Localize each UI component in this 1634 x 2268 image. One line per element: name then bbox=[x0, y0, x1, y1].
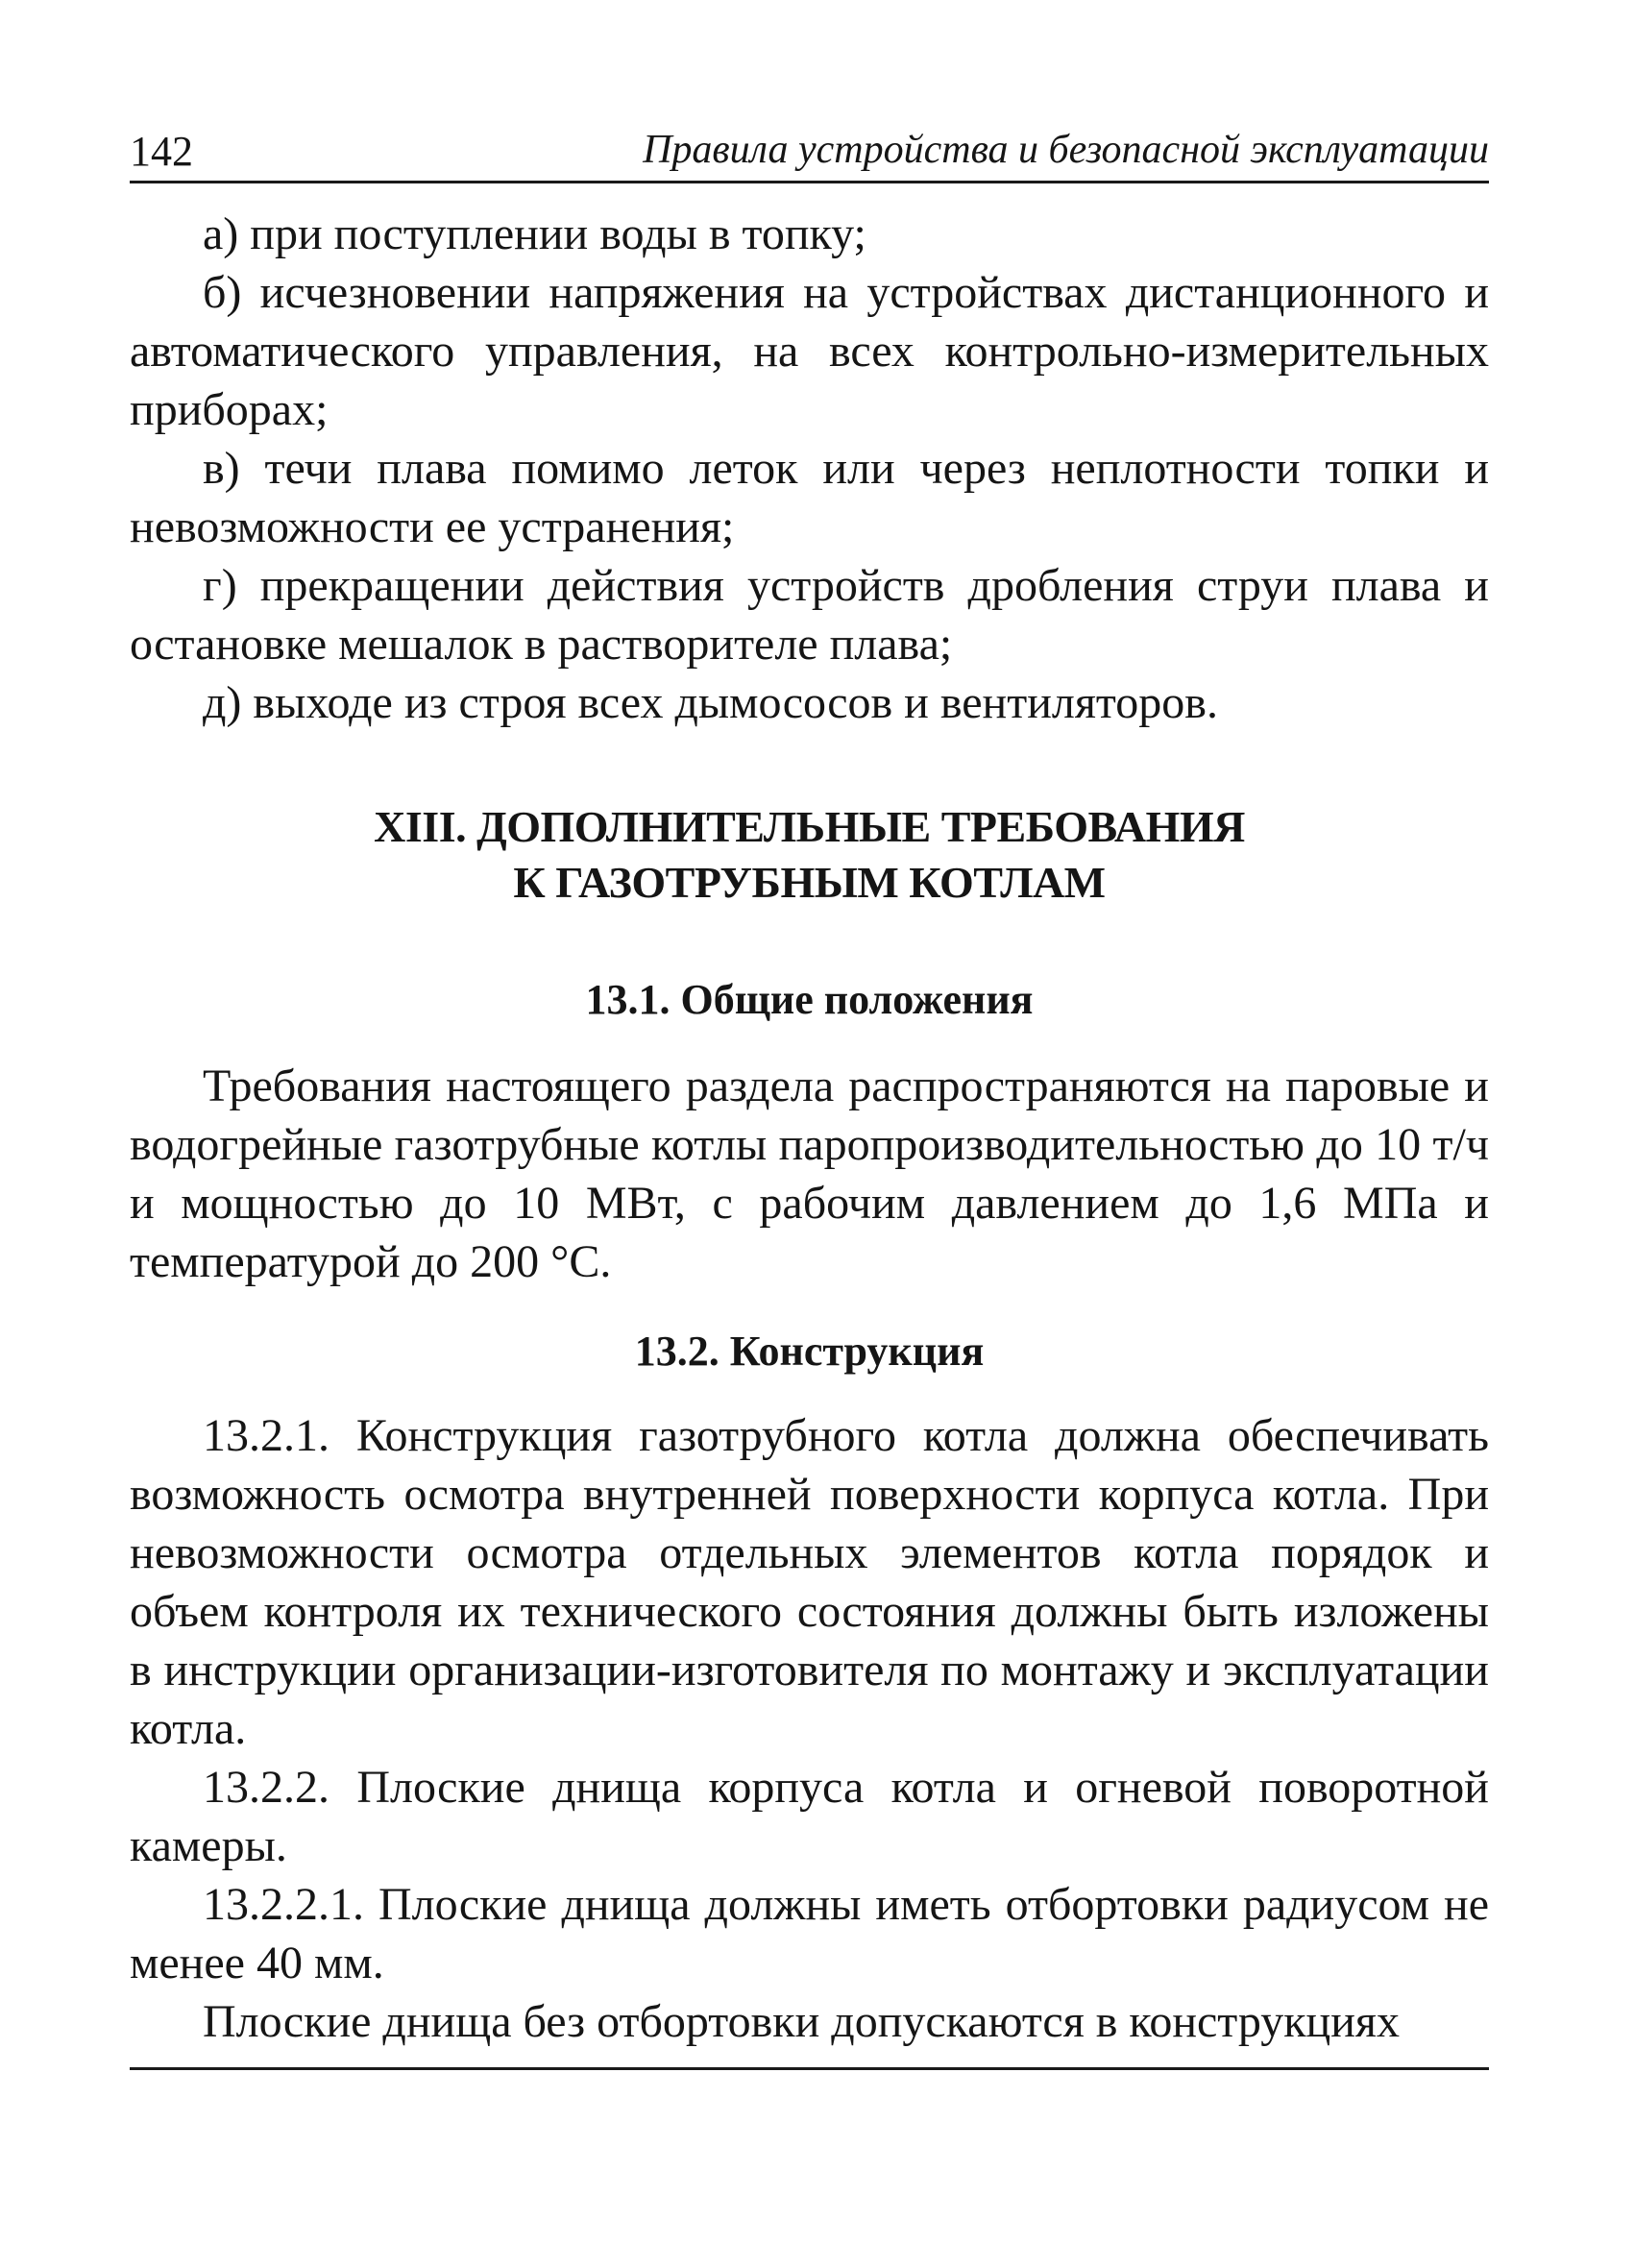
paragraph-13-2-1: 13.2.1. Конструкция газотрубного котла должна обеспечивать возможность осмотра внутренней поверхности корпуса котла. При невозможности осмотра отдельных элементов котла порядок и объем контроля их технического состояния должны быть изложены в инструкции организации-изготовителя по монтажу и эксплуатации котла. bbox=[130, 1410, 1489, 1754]
running-title: Правила устройства и безопасной эксплуатации bbox=[643, 128, 1489, 172]
document-page bbox=[130, 123, 1489, 2051]
list-item-g: г) прекращении действия устройств дробления струи плава и остановке мешалок в растворителе плава; bbox=[130, 560, 1489, 670]
section-13-2-body bbox=[130, 1406, 1489, 2051]
section-heading-13-2: 13.2. Конструкция bbox=[634, 1328, 985, 1375]
footer-rule bbox=[130, 2067, 1489, 2070]
section-heading-13-1: 13.1. Общие положения bbox=[585, 976, 1034, 1023]
chapter-title-line-1: XIII. ДОПОЛНИТЕЛЬНЫЕ ТРЕБОВАНИЯ bbox=[374, 802, 1245, 851]
running-header bbox=[130, 123, 1489, 183]
chapter-title-line-2: К ГАЗОТРУБНЫМ КОТЛАМ bbox=[513, 858, 1106, 907]
paragraph-last: Плоские днища без отбортовки допускаются в конструкциях bbox=[203, 1996, 1401, 2047]
list-block bbox=[130, 205, 1489, 732]
paragraph-13-2-2: 13.2.2. Плоские днища корпуса котла и огневой поворотной камеры. bbox=[130, 1762, 1489, 1871]
paragraph-13-2-2-1: 13.2.2.1. Плоские днища должны иметь отбортовки радиусом не менее 40 мм. bbox=[130, 1879, 1489, 1988]
chapter-heading bbox=[130, 799, 1489, 911]
page-number: 142 bbox=[130, 128, 193, 175]
paragraph-13-1: Требования настоящего раздела распространяются на паровые и водогрейные газотрубные котлы паропроизводительностью до 10 т/ч и мощностью до 10 МВт, с рабочим давлением до 1,6 МПа и температурой до 200 °С. bbox=[130, 1061, 1489, 1287]
list-item-v: в) течи плава помимо леток или через неплотности топки и невозможности ее устранения; bbox=[130, 443, 1489, 552]
list-item-b: б) исчезновении напряжения на устройствах дистанционного и автоматического управления, на всех контрольно-измерительных приборах; bbox=[130, 267, 1489, 435]
list-item-d: д) выходе из строя всех дымососов и вентиляторов. bbox=[203, 677, 1218, 728]
section-13-1-body bbox=[130, 1057, 1489, 1291]
list-item-a: а) при поступлении воды в топку; bbox=[203, 208, 866, 259]
